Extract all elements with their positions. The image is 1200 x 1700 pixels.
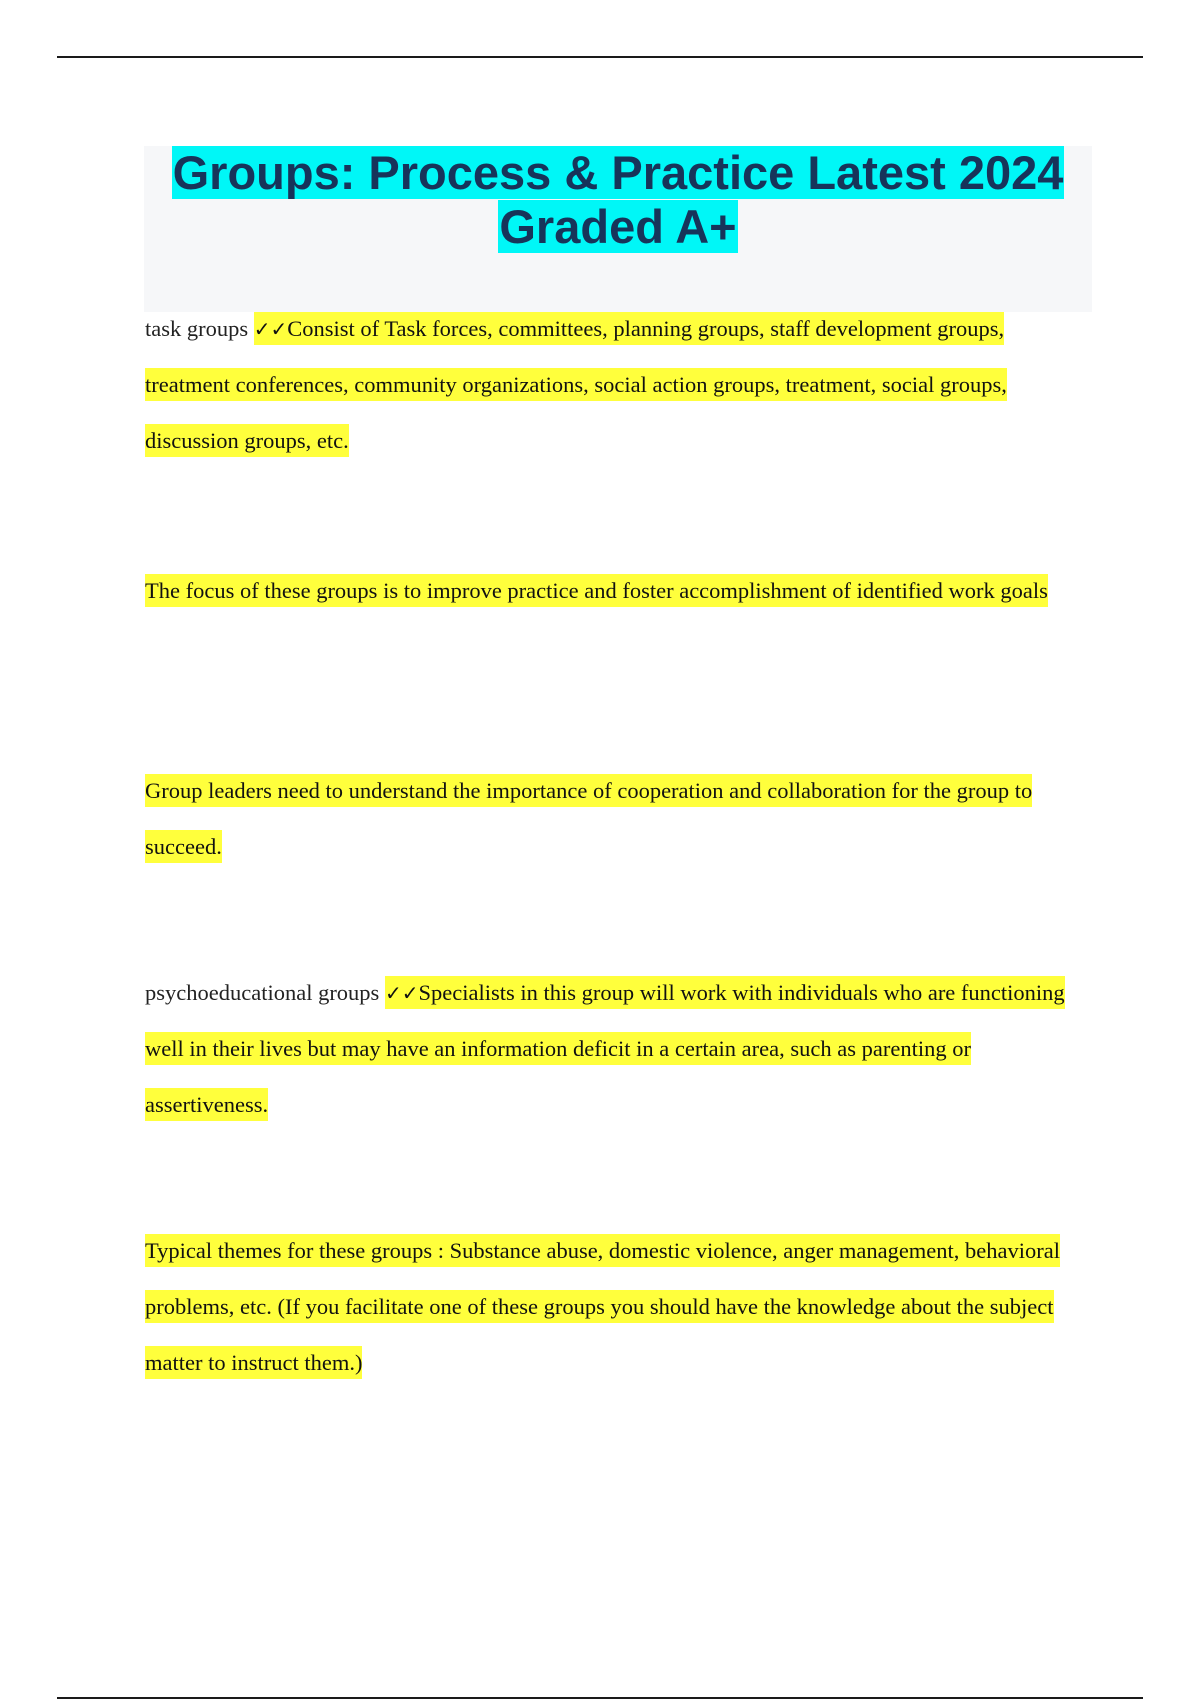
entry-term: task groups: [145, 316, 249, 341]
entry-answer: Specialists in this group will work with individuals who are functioning well in their lives but may have an information deficit in a certain area, such as parenting or assertiveness.: [145, 980, 1065, 1117]
bottom-rule: [57, 1697, 1143, 1699]
entry-task-groups: [145, 301, 1075, 469]
entry-focus-note: [145, 563, 1075, 619]
entry-answer: Consist of Task forces, committees, planning groups, staff development groups, treatment conferences, community organizations, social action groups, treatment, social groups, discussion groups, etc.: [145, 316, 1007, 453]
entry-themes-note: [145, 1223, 1075, 1391]
double-check-icon: ✓✓: [384, 981, 419, 1005]
page-title: [144, 146, 1092, 254]
entry-term: psychoeducational groups: [145, 980, 380, 1005]
title-line-2: Graded A+: [499, 200, 737, 253]
title-line-1: Groups: Process & Practice Latest 2024: [172, 146, 1064, 199]
entry-text: Typical themes for these groups : Substance abuse, domestic violence, anger management, behavioral problems, etc. (If you facilitate one of these groups you should have the knowledge about the subject matter to instruct them.): [145, 1234, 1060, 1379]
top-rule: [57, 56, 1143, 58]
entry-text: The focus of these groups is to improve practice and foster accomplishment of identified work goals: [145, 574, 1048, 607]
entry-text: Group leaders need to understand the importance of cooperation and collaboration for the group to succeed.: [145, 774, 1032, 863]
double-check-icon: ✓✓: [253, 317, 288, 341]
entry-psychoeducational-groups: [145, 965, 1075, 1133]
entry-leaders-note: [145, 763, 1075, 875]
